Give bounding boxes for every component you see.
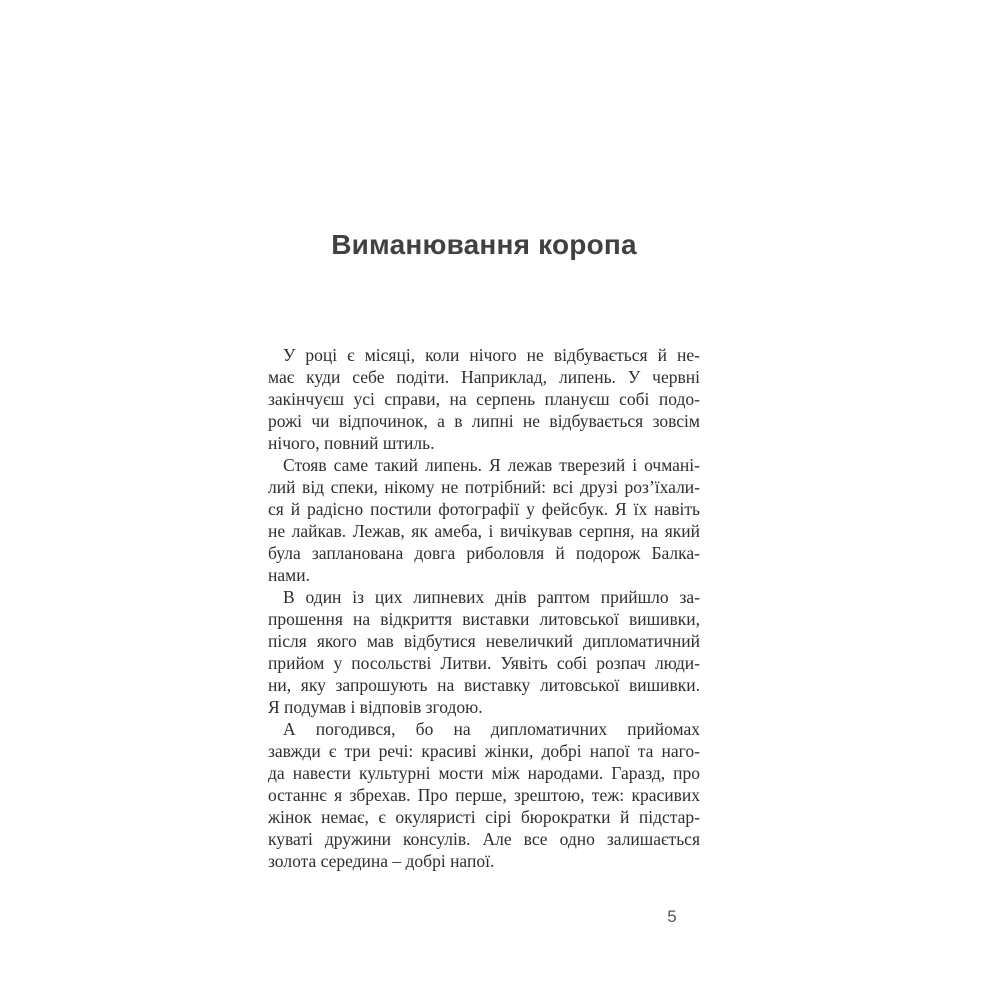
text-line: закінчуєш усі справи, на серпень плануєш собі подо- (268, 389, 700, 409)
text-line: прийом у посольстві Литви. Уявіть собі розпач люди- (268, 653, 700, 673)
text-line: останнє я збрехав. Про перше, зрештою, теж: красивих (268, 785, 700, 805)
paragraph (268, 718, 700, 872)
text-line: лий від спеки, нікому не потрібний: всі друзі роз’їхали- (268, 477, 700, 497)
text-line: прошення на відкриття виставки литовської вишивки, (268, 609, 700, 629)
page-number: 5 (667, 907, 677, 926)
paragraph (268, 586, 700, 718)
text-line: ся й радісно постили фотографії у фейсбук. Я їх навіть (268, 499, 700, 519)
text-line: має куди себе подіти. Наприклад, липень. У червні (268, 367, 700, 387)
text-line: Стояв саме такий липень. Я лежав тверезий і очмані- (283, 455, 700, 475)
text-line: нічого, повний штиль. (268, 433, 435, 453)
text-line: да навести культурні мости між народами. Гаразд, про (268, 763, 700, 783)
text-line: жінок немає, є окуляристі сірі бюрократки й підстар- (268, 807, 700, 827)
paragraph (268, 454, 700, 586)
text-line: після якого мав відбутися невеличкий дипломатичний (268, 631, 700, 651)
text-line: куваті дружини консулів. Але все одно залишається (268, 829, 700, 849)
text-line: золота середина – добрі напої. (268, 851, 495, 871)
text-line: В один із цих липневих днів раптом прийшло за- (283, 587, 700, 607)
paragraph (268, 344, 700, 454)
text-line: А погодився, бо на дипломатичних прийомах (283, 719, 700, 739)
body-text (268, 344, 700, 872)
text-line: не лайкав. Лежав, як амеба, і вичікував серпня, на який (268, 521, 700, 541)
text-line: Я подумав і відповів згодою. (268, 697, 483, 717)
text-line: ни, яку запрошують на виставку литовської вишивки. (268, 675, 700, 695)
text-line: була запланована довга риболовля й подорож Балка- (268, 543, 700, 563)
text-line: рожі чи відпочинок, а в липні не відбувається зовсім (268, 411, 700, 431)
chapter-title: Виманювання коропа (331, 229, 637, 260)
text-line: нами. (268, 565, 310, 585)
text-line: завжди є три речі: красиві жінки, добрі напої та наго- (268, 741, 700, 761)
text-line: У році є місяці, коли нічого не відбувається й не- (283, 345, 700, 365)
